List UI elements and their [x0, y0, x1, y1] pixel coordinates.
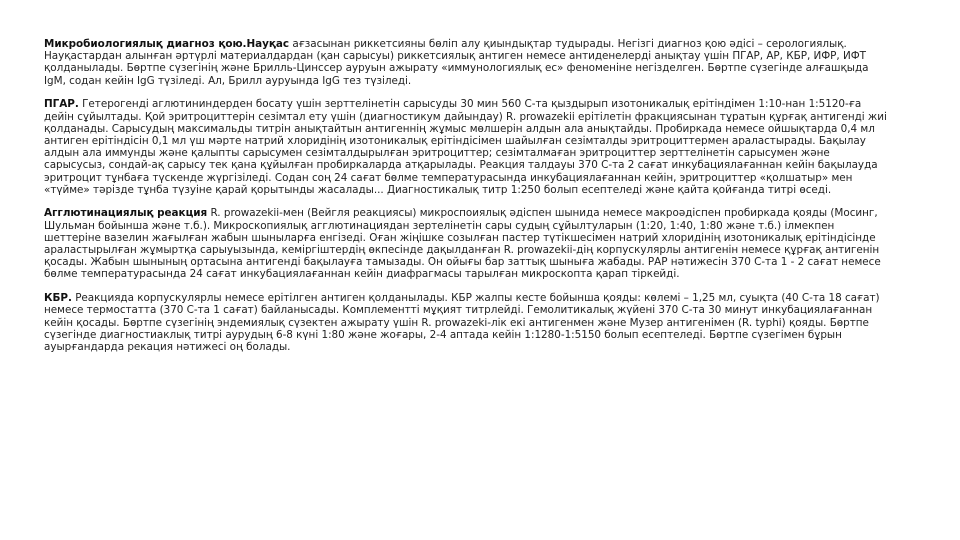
- paragraph-text: ағзасынан риккетсияны бөліп алу қиындықтар тудырады. Негізгі диагноз қою әдісі – серологиялық. Науқастардан алынған әртүрлі материалдардан (қан сарысуы) риккетсиялық антиген немесе антиденелерді анықтау үшін ПГАР, АР, КБР, ИФР, ИФТ қолданылады. Бөртпе сүзегінің және Брилль-Цинссер ауруын ажырату «иммунологиялық ес» феноменіне негізделген. Бөртпе сүзегінде алғашқыда IgM, содан кейін IgG түзіледі. Ал, Брилл ауруында IgG тез түзіледі.: [44, 38, 869, 87]
- paragraph-text: Реакцияда корпускулярлы немесе ерітілген антиген қолданылады. КБР жалпы кесте бойынша қояды: көлемі – 1,25 мл, суықта (40 С-та 18 сағат) немесе термостатта (370 С-та 1 сағат) байланысады. Комплементті мұқият титрлейді. Гемолитикалық жүйені 370 С-та 30 минут инкубациялағаннан кейін қосады. Бөртпе сүзегінің эндемиялық сүзектен ажырату үшін R. prowazeki-лік екі антигенмен және Музер антигенімен (R. typhi) қояды. Бөртпе сүзегінде диагностиаклық титрі аурудың 6-8 күні 1:80 және жоғары, 2-4 аптада кейін 1:1280-1:5150 болып есептеледі. Бөртпе сүзегімен бұрын ауырғандарда рекация нәтижесі оң болады.: [44, 292, 880, 353]
- paragraph-heading: КБР.: [44, 292, 72, 305]
- paragraph-microbiological-diagnosis: [44, 38, 892, 87]
- paragraph-text: Гетерогенді аглютининдерден босату үшін зерттелінетін сарысуды 30 мин 560 С-та қыздырып изотоникалық ерітіндімен 1:10-нан 1:5120-ға дейін сұйылтады. Қой эритроциттерін сезімтал ету үшін (диагностикум дайындау) R. prowazekii ерітілетін фракциясынан тұратын құрғақ антигенді жиі қолданады. Сарысудың максимальды титрін анықтайтын антигеннің жұмыс мөлшерін алдын ала анықтайды. Пробиркада немесе ойшықтарда 0,4 мл антиген ерітіндісін 0,1 мл үш мәрте натрий хлоридінің изотоникалық ерітіндісімен шайылған сезімталды эритроциттермен араластырады. Бақылау алдын ала иммунды және қалыпты сарысумен сезімталдырылған эритроциттер; сезімталмаған эритроциттер зерттелінетін сарысумен және сарысусыз, сондай-ақ сарысу тек қана құйылған пробиркаларда атқарылады. Реакция талдауы 370 С-та 2 сағат инкубациялағаннан кейін бақылауда эритроцит тұнбаға түскенде жүргізіледі. Содан соң 24 сағат бөлме температурасында инкубациялағаннан кейін, эритроциттер «қолшатыр» мен «түйме» тәрізде тұнба түзуіне қарай қорытынды жасалады... Диагностикалық титр 1:250 болып есептеледі және қайта қойғанда титрі өседі.: [44, 98, 887, 196]
- paragraph-heading: ПГАР.: [44, 98, 79, 111]
- paragraph-heading: Агглютинациялық реакция: [44, 207, 208, 220]
- paragraph-text: R. prowazekii-мен (Вейгля реакциясы) микроспоиялық әдіспен шынида немесе макроәдіспен пробиркада қояды (Мосинг, Шульман бойынша және т.б.). Микроскопиялық агглютинациядан зертелінетін сары судың сұйылтуларын (1:20, 1:40, 1:80 және т.б.) ілмекпен шеттеріне вазелин жағылған жабын шыныларға енгізеді. Оған жіңішке созылған пастер түтікшесімен натрий хлоридінің изотоникалық ерітіндісінде араластырылған жұмыртқа сарыуызында, кеміргіштердің өкпесінде дақылданған R. prowazekii-дің корпускулярлы антигенін немесе құрғақ антигенін қосады. Жабын шынының ортасына антигенді бақылауға тамызады. Он ойығы бар заттық шыныға жабады. РАР нәтижесін 370 С-та 1 - 2 сағат немесе бөлме температурасында 24 сағат инкубациялағаннан кейін диафрагмасы тарылған микроскопта қарап тіркейді.: [44, 207, 881, 281]
- paragraph-kbr: [44, 292, 892, 353]
- paragraph-pgar: [44, 98, 892, 196]
- paragraph-heading: Микробиологиялық диагноз қою.Науқас: [44, 38, 290, 50]
- text-body: [44, 38, 892, 365]
- paragraph-agglutination: [44, 207, 892, 280]
